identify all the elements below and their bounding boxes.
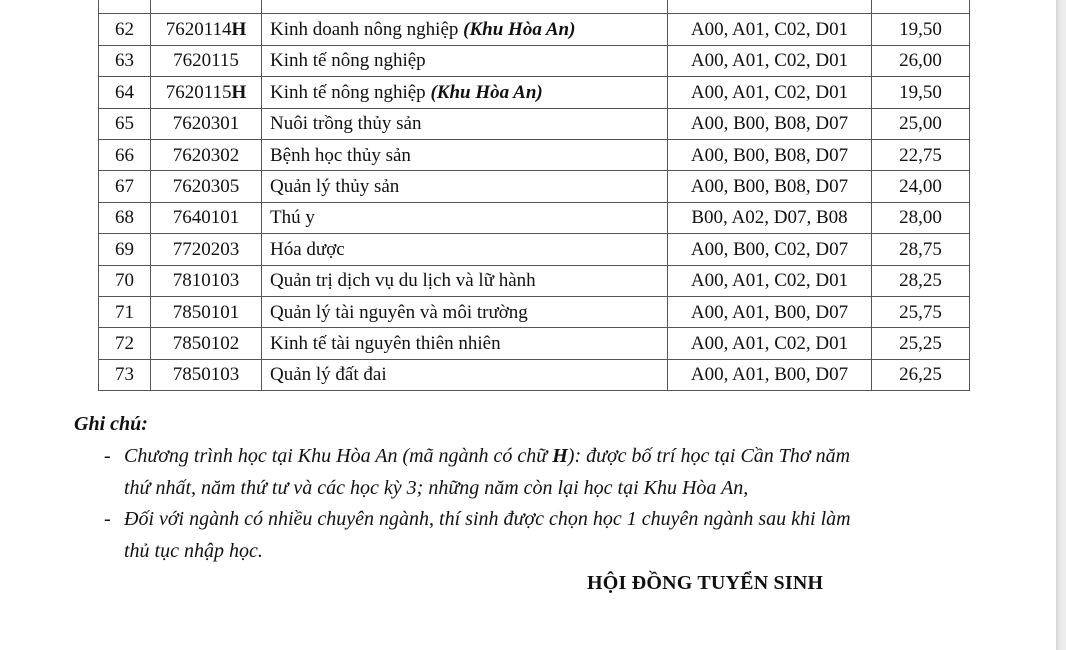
cell-stt: 64	[99, 77, 151, 108]
table-row	[99, 234, 970, 265]
cell-program-name	[262, 328, 668, 359]
table-row	[99, 265, 970, 296]
code-suffix: H	[231, 81, 247, 103]
program-name: Bệnh học thủy sản	[270, 144, 411, 166]
note-item	[104, 503, 1004, 567]
cell-subject-combos: A00, A01, C02, D01	[668, 265, 872, 296]
code-number: 7620115	[173, 50, 239, 72]
notes-title: Ghi chú:	[74, 413, 148, 435]
cell-subject-combos: A00, A01, C02, D01	[668, 14, 872, 45]
program-name: Kinh tế nông nghiệp	[270, 81, 431, 103]
cell-cutoff-score: 19,50	[872, 14, 970, 45]
table-row	[99, 359, 970, 390]
program-name: Quản trị dịch vụ du lịch và lữ hành	[270, 270, 536, 292]
table-row-partial	[99, 0, 970, 14]
cell-cutoff-score: 24,00	[872, 171, 970, 202]
cell-subject-combos: B00, A02, D07, B08	[668, 202, 872, 233]
code-suffix: H	[231, 19, 247, 41]
cell-cutoff-score: 28,75	[872, 234, 970, 265]
cell-cutoff-score: 28,25	[872, 265, 970, 296]
code-number: 7850101	[172, 301, 240, 323]
cell-stt: 70	[99, 265, 151, 296]
program-name: Quản lý thủy sản	[270, 176, 400, 198]
table-row	[99, 139, 970, 170]
table-row	[99, 77, 970, 108]
program-name: Kinh tế nông nghiệp	[270, 50, 426, 72]
cell-subject-combos: A00, B00, C02, D07	[668, 234, 872, 265]
program-name: Nuôi trồng thủy sản	[270, 113, 422, 135]
cell-stt: 71	[99, 296, 151, 327]
cell-program-name	[262, 234, 668, 265]
cell-cutoff-score: 28,00	[872, 202, 970, 233]
cell-code	[151, 171, 262, 202]
program-name: Quản lý đất đai	[270, 364, 387, 386]
cell-subject-combos: A00, A01, B00, D07	[668, 296, 872, 327]
cell-stt: 67	[99, 171, 151, 202]
cell-subject-combos: A00, B00, B08, D07	[668, 108, 872, 139]
viewer-edge-strip	[1056, 0, 1066, 650]
cell-code	[151, 202, 262, 233]
cell-code	[151, 265, 262, 296]
cell-code	[151, 45, 262, 76]
code-number: 7620114	[165, 19, 232, 41]
cell-program-name	[262, 108, 668, 139]
program-name: Quản lý tài nguyên và môi trường	[270, 301, 528, 323]
code-number: 7640101	[172, 207, 240, 229]
cell-cutoff-score: 19,50	[872, 77, 970, 108]
cell-program-name	[262, 359, 668, 390]
cell-cutoff-score: 25,00	[872, 108, 970, 139]
note-text: Đối với ngành có nhiều chuyên ngành, thí sinh được chọn học 1 chuyên ngành sau khi làm	[124, 508, 851, 530]
cell-program-name	[262, 45, 668, 76]
cell-stt: 63	[99, 45, 151, 76]
cell-subject-combos: A00, A01, B00, D07	[668, 359, 872, 390]
table-row	[99, 296, 970, 327]
cell-stt: 69	[99, 234, 151, 265]
cell-code	[151, 14, 262, 45]
program-name: Kinh tế tài nguyên thiên nhiên	[270, 332, 501, 354]
code-number: 7620305	[172, 176, 240, 198]
note-text-continued: thủ tục nhập học.	[124, 540, 263, 562]
code-number: 7620302	[172, 144, 240, 166]
cell-stt: 65	[99, 108, 151, 139]
code-number: 7720203	[172, 238, 240, 260]
cell-subject-combos: A00, A01, C02, D01	[668, 45, 872, 76]
table-row	[99, 328, 970, 359]
cell-subject-combos: A00, B00, B08, D07	[668, 171, 872, 202]
table-row	[99, 202, 970, 233]
code-number: 7810103	[172, 270, 240, 292]
cell-code	[151, 108, 262, 139]
admission-scores-table	[98, 0, 970, 391]
cell-stt: 66	[99, 139, 151, 170]
cell-program-name	[262, 77, 668, 108]
cell-cutoff-score: 25,25	[872, 328, 970, 359]
cell-code	[151, 139, 262, 170]
cell-program-name	[262, 171, 668, 202]
cell-code	[151, 328, 262, 359]
cell-cutoff-score: 26,00	[872, 45, 970, 76]
cell-code	[151, 77, 262, 108]
note-dash: -	[104, 508, 111, 530]
cell-stt: 62	[99, 14, 151, 45]
cell-stt: 68	[99, 202, 151, 233]
note-text-continued: thứ nhất, năm thứ tư và các học kỳ 3; những năm còn lại học tại Khu Hòa An,	[124, 477, 749, 499]
cell-cutoff-score: 22,75	[872, 139, 970, 170]
note-text: ): được bố trí học tại Cần Thơ năm	[567, 445, 851, 467]
cell-subject-combos: A00, B00, B08, D07	[668, 139, 872, 170]
code-number: 7850102	[172, 332, 240, 354]
note-dash: -	[104, 445, 111, 467]
table-row	[99, 171, 970, 202]
campus-label: (Khu Hòa An)	[430, 81, 543, 103]
cell-code	[151, 234, 262, 265]
note-text: Chương trình học tại Khu Hòa An (mã ngành có chữ	[124, 445, 553, 467]
cell-program-name	[262, 296, 668, 327]
note-item	[104, 440, 1004, 504]
cell-cutoff-score: 25,75	[872, 296, 970, 327]
table-row	[99, 108, 970, 139]
program-name: Thú y	[270, 207, 315, 229]
cell-program-name	[262, 265, 668, 296]
table-row	[99, 45, 970, 76]
cell-program-name	[262, 139, 668, 170]
table-row	[99, 14, 970, 45]
cell-code	[151, 359, 262, 390]
signature-title: HỘI ĐỒNG TUYỂN SINH	[587, 572, 824, 594]
code-number: 7620301	[172, 113, 240, 135]
campus-label: (Khu Hòa An)	[463, 19, 576, 41]
program-name: Kinh doanh nông nghiệp	[270, 19, 464, 41]
cell-code	[151, 296, 262, 327]
note-bold-letter: H	[552, 445, 568, 467]
cell-program-name	[262, 202, 668, 233]
cell-stt: 73	[99, 359, 151, 390]
cell-program-name	[262, 14, 668, 45]
code-number: 7620115	[165, 81, 232, 103]
cell-stt: 72	[99, 328, 151, 359]
cell-subject-combos: A00, A01, C02, D01	[668, 77, 872, 108]
code-number: 7850103	[172, 364, 240, 386]
cell-subject-combos: A00, A01, C02, D01	[668, 328, 872, 359]
program-name: Hóa dược	[270, 238, 345, 260]
cell-cutoff-score: 26,25	[872, 359, 970, 390]
